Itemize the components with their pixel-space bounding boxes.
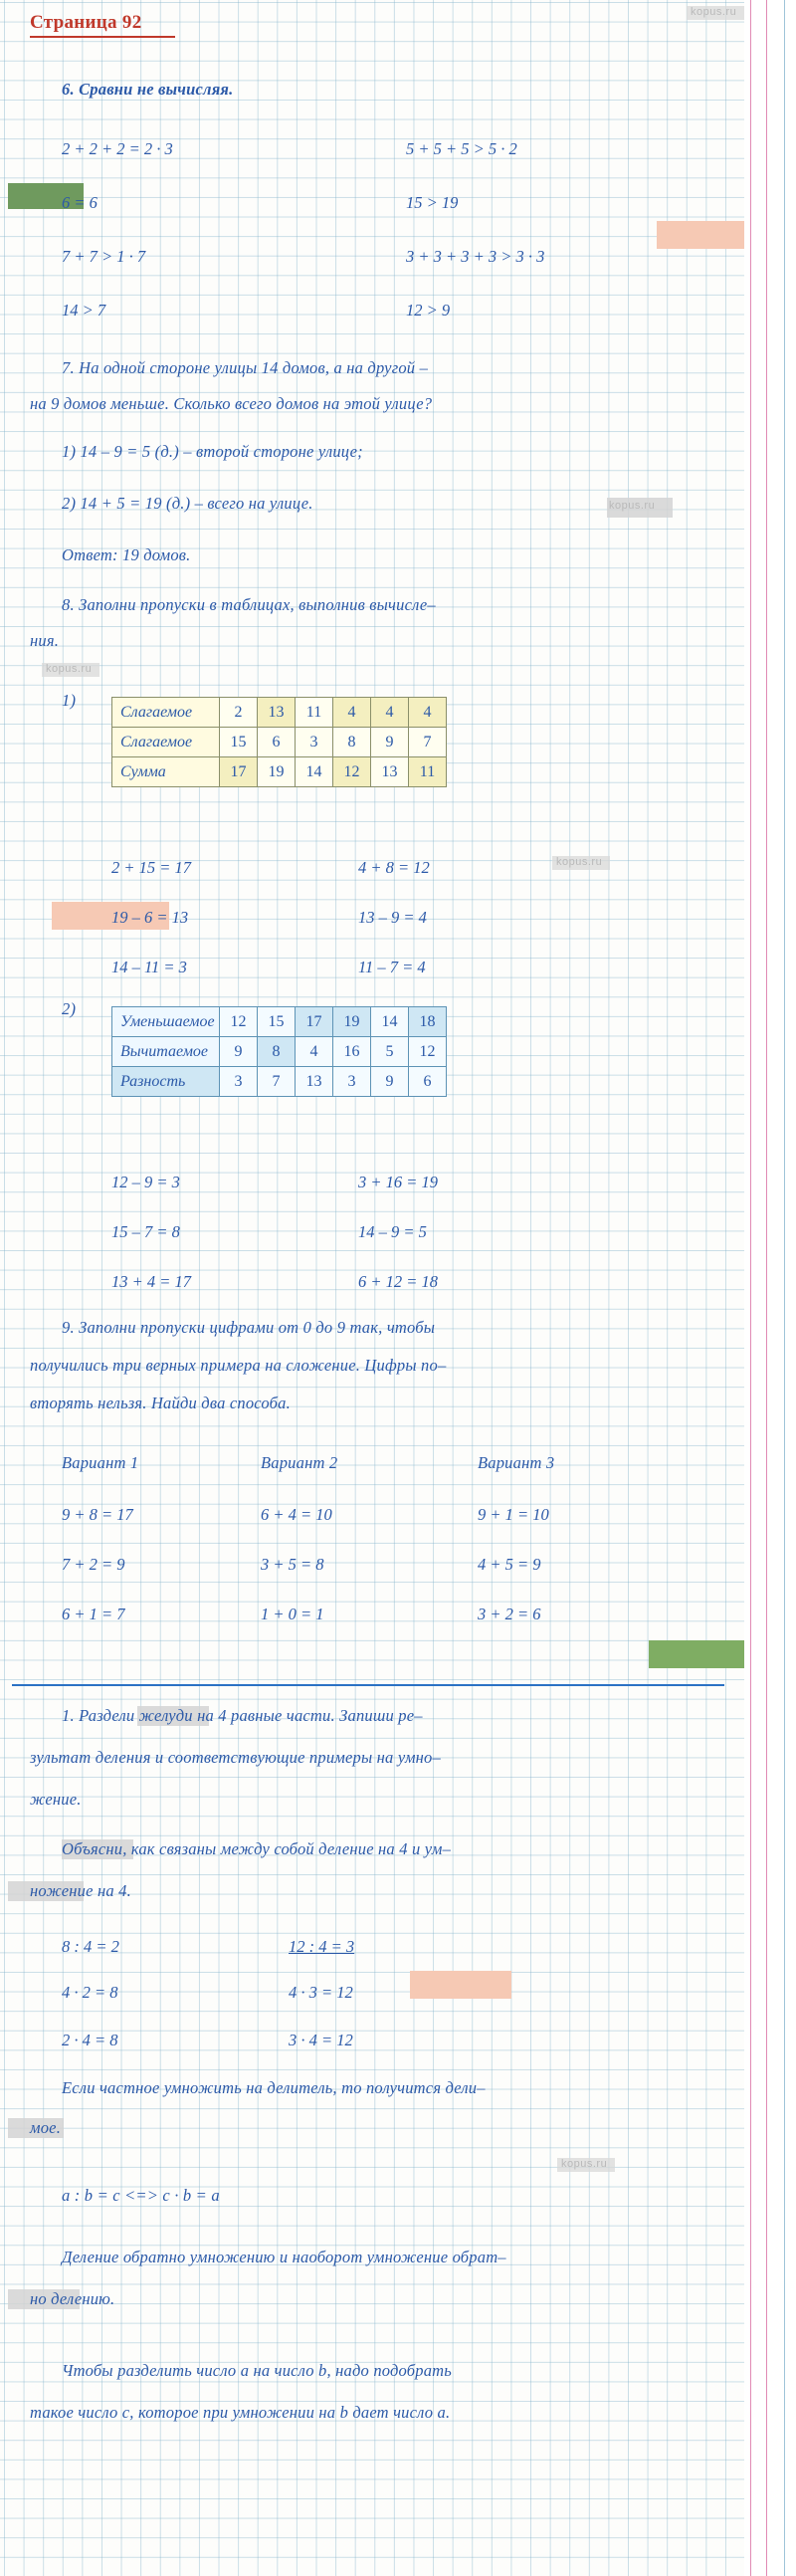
task6-row2-left: 6 = 6	[62, 193, 98, 212]
table1-r3-c6[interactable]: 11	[409, 757, 447, 787]
watermark-2: kopus.ru	[46, 663, 93, 675]
task1b-ex1-left: 8 : 4 = 2	[62, 1937, 119, 1956]
task8-table1	[111, 697, 447, 787]
table1-r1-label: Слагаемое	[112, 698, 220, 728]
task9-line1: 9. Заполни пропуски цифрами от 0 до 9 так, чтобы	[62, 1318, 436, 1337]
task6-row4-right: 12 > 9	[406, 301, 451, 320]
task6-row1-right: 5 + 5 + 5 > 5 · 2	[406, 139, 517, 158]
task8-line1: 8. Заполни пропуски в таблицах, выполнив вычисле–	[62, 595, 436, 614]
table-row	[112, 1067, 447, 1097]
table1-r3-c3[interactable]: 14	[296, 757, 333, 787]
table1-r1-c2[interactable]: 13	[258, 698, 296, 728]
task8-sub2-label: 2)	[62, 999, 77, 1018]
task6-row2-right: 15 > 19	[406, 193, 459, 212]
task6-title: 6. Сравни не вычисляя.	[62, 80, 234, 99]
table2-r1-c3[interactable]: 17	[296, 1007, 333, 1037]
table1-r3-c1[interactable]: 17	[220, 757, 258, 787]
task9-col3-row3: 3 + 2 = 6	[478, 1605, 541, 1623]
margin-line-pink-2	[766, 0, 767, 2576]
table2-r3-c1[interactable]: 3	[220, 1067, 258, 1097]
task1b-concl5: Чтобы разделить число a на число b, надо подобрать	[62, 2361, 452, 2380]
table2-r2-c5[interactable]: 5	[371, 1037, 409, 1067]
task9-col2-row3: 1 + 0 = 1	[261, 1605, 324, 1623]
margin-line-blue	[784, 0, 785, 2576]
table-row	[112, 1037, 447, 1067]
table2-r1-c6[interactable]: 18	[409, 1007, 447, 1037]
task6-row4-left: 14 > 7	[62, 301, 106, 320]
right-margin	[744, 0, 796, 2576]
watermark-3: kopus.ru	[556, 856, 603, 868]
task6-row3-right: 3 + 3 + 3 + 3 > 3 · 3	[406, 247, 545, 266]
page-number: 92	[121, 12, 142, 33]
page-header-rule	[30, 36, 175, 38]
page-header	[30, 12, 142, 34]
task1b-concl6: такое число c, которое при умножении на b дает число a.	[30, 2403, 451, 2422]
task1b-concl1: Если частное умножить на делитель, то получится дели–	[62, 2078, 486, 2097]
task9-col3-row2: 4 + 5 = 9	[478, 1555, 541, 1574]
margin-line-pink-1	[750, 0, 751, 2576]
task1b-ex3-right: 3 · 4 = 12	[289, 2031, 353, 2049]
task9-col2-title: Вариант 2	[261, 1453, 338, 1472]
table2-r1-c5[interactable]: 14	[371, 1007, 409, 1037]
task1b-line3: жение.	[30, 1790, 82, 1809]
page-header-label: Страница	[30, 12, 117, 33]
table-row	[112, 757, 447, 787]
table1-r2-c2[interactable]: 6	[258, 728, 296, 757]
table1-r2-c1[interactable]: 15	[220, 728, 258, 757]
table2-r3-c3[interactable]: 13	[296, 1067, 333, 1097]
task9-col3-row1: 9 + 1 = 10	[478, 1505, 549, 1524]
task9-col1-row1: 9 + 8 = 17	[62, 1505, 133, 1524]
task7-step2: 2) 14 + 5 = 19 (д.) – всего на улице.	[62, 494, 313, 513]
table2-r2-label: Вычитаемое	[112, 1037, 220, 1067]
task1b-ex1-right: 12 : 4 = 3	[289, 1937, 355, 1956]
task8-sub1-label: 1)	[62, 691, 77, 710]
task8-check1-r2-left: 19 – 6 = 13	[111, 908, 189, 927]
task9-col1-title: Вариант 1	[62, 1453, 139, 1472]
task6-row1-left: 2 + 2 + 2 = 2 · 3	[62, 139, 173, 158]
task1b-line4: Объясни, как связаны между собой деление на 4 и ум–	[62, 1839, 452, 1858]
task8-check1-r1-left: 2 + 15 = 17	[111, 858, 192, 877]
task1b-line5: ножение на 4.	[30, 1881, 131, 1900]
table2-r1-label: Уменьшаемое	[112, 1007, 220, 1037]
table1-r3-label: Сумма	[112, 757, 220, 787]
task8-check1-r3-left: 14 – 11 = 3	[111, 958, 187, 976]
watermark-4: kopus.ru	[561, 2158, 608, 2170]
task1b-concl4: но делению.	[30, 2289, 115, 2308]
task8-check2-r3-left: 13 + 4 = 17	[111, 1272, 192, 1291]
task8-check2-r3-right: 6 + 12 = 18	[358, 1272, 439, 1291]
table1-r2-c5[interactable]: 9	[371, 728, 409, 757]
table1-r3-c5[interactable]: 13	[371, 757, 409, 787]
table1-r1-c5[interactable]: 4	[371, 698, 409, 728]
table1-r2-c6[interactable]: 7	[409, 728, 447, 757]
watermark-1: kopus.ru	[691, 6, 737, 18]
task9-line2: получились три верных примера на сложение. Цифры по–	[30, 1356, 447, 1375]
task8-check2-r1-left: 12 – 9 = 3	[111, 1173, 180, 1191]
task7-line1: 7. На одной стороне улицы 14 домов, а на другой –	[62, 358, 429, 377]
table1-r1-c6[interactable]: 4	[409, 698, 447, 728]
table-row	[112, 728, 447, 757]
highlight-green-2	[649, 1640, 744, 1668]
table1-r2-label: Слагаемое	[112, 728, 220, 757]
table1-r2-c4[interactable]: 8	[333, 728, 371, 757]
table2-r3-c2[interactable]: 7	[258, 1067, 296, 1097]
table1-r3-c2[interactable]: 19	[258, 757, 296, 787]
task8-check1-r1-right: 4 + 8 = 12	[358, 858, 430, 877]
task1b-concl3: Деление обратно умножению и наоборот умножение обрат–	[62, 2248, 506, 2266]
task1b-ex2-left: 4 · 2 = 8	[62, 1983, 118, 2002]
table2-r3-c6[interactable]: 6	[409, 1067, 447, 1097]
task8-check2-r1-right: 3 + 16 = 19	[358, 1173, 439, 1191]
task7-answer: Ответ: 19 домов.	[62, 545, 191, 564]
table2-r3-c4[interactable]: 3	[333, 1067, 371, 1097]
table-row	[112, 698, 447, 728]
table2-r3-label: Разность	[112, 1067, 220, 1097]
task9-col1-row3: 6 + 1 = 7	[62, 1605, 125, 1623]
task7-step1: 1) 14 – 9 = 5 (д.) – второй стороне улице;	[62, 442, 363, 461]
task9-line3: вторять нельзя. Найди два способа.	[30, 1394, 291, 1412]
task9-col2-row2: 3 + 5 = 8	[261, 1555, 324, 1574]
table2-r1-c1[interactable]: 12	[220, 1007, 258, 1037]
task7-line2: на 9 домов меньше. Сколько всего домов на этой улице?	[30, 394, 433, 413]
table2-r2-c1[interactable]: 9	[220, 1037, 258, 1067]
task8-table2	[111, 1006, 447, 1097]
highlight-peach-1	[657, 221, 744, 249]
table2-r3-c5[interactable]: 9	[371, 1067, 409, 1097]
table-row	[112, 1007, 447, 1037]
highlight-peach-3	[410, 1971, 511, 1999]
table1-r2-c3[interactable]: 3	[296, 728, 333, 757]
task1b-concl2: мое.	[30, 2118, 62, 2137]
watermark-5: kopus.ru	[609, 500, 656, 512]
task9-col3-title: Вариант 3	[478, 1453, 555, 1472]
task8-line2: ния.	[30, 631, 60, 650]
task1b-ex2-right: 4 · 3 = 12	[289, 1983, 353, 2002]
table2-r2-c6[interactable]: 12	[409, 1037, 447, 1067]
table2-r1-c2[interactable]: 15	[258, 1007, 296, 1037]
task6-row3-left: 7 + 7 > 1 · 7	[62, 247, 146, 266]
table2-r1-c4[interactable]: 19	[333, 1007, 371, 1037]
task9-col2-row1: 6 + 4 = 10	[261, 1505, 332, 1524]
task1b-line2: зультат деления и соответствующие примеры на умно–	[30, 1748, 441, 1767]
table2-r2-c2[interactable]: 8	[258, 1037, 296, 1067]
table1-r1-c1[interactable]: 2	[220, 698, 258, 728]
task1b-line1: 1. Раздели желуди на 4 равные части. Запиши ре–	[62, 1706, 423, 1725]
task1b-formula: a : b = c <=> c · b = a	[62, 2186, 220, 2205]
table1-r1-c4[interactable]: 4	[333, 698, 371, 728]
task8-check1-r3-right: 11 – 7 = 4	[358, 958, 426, 976]
table1-r3-c4[interactable]: 12	[333, 757, 371, 787]
table1-r1-c3[interactable]: 11	[296, 698, 333, 728]
section-divider	[12, 1684, 724, 1686]
table2-r2-c4[interactable]: 16	[333, 1037, 371, 1067]
task1b-ex3-left: 2 · 4 = 8	[62, 2031, 118, 2049]
task8-check2-r2-right: 14 – 9 = 5	[358, 1222, 427, 1241]
task8-check1-r2-right: 13 – 9 = 4	[358, 908, 427, 927]
task9-col1-row2: 7 + 2 = 9	[62, 1555, 125, 1574]
table2-r2-c3[interactable]: 4	[296, 1037, 333, 1067]
task8-check2-r2-left: 15 – 7 = 8	[111, 1222, 180, 1241]
